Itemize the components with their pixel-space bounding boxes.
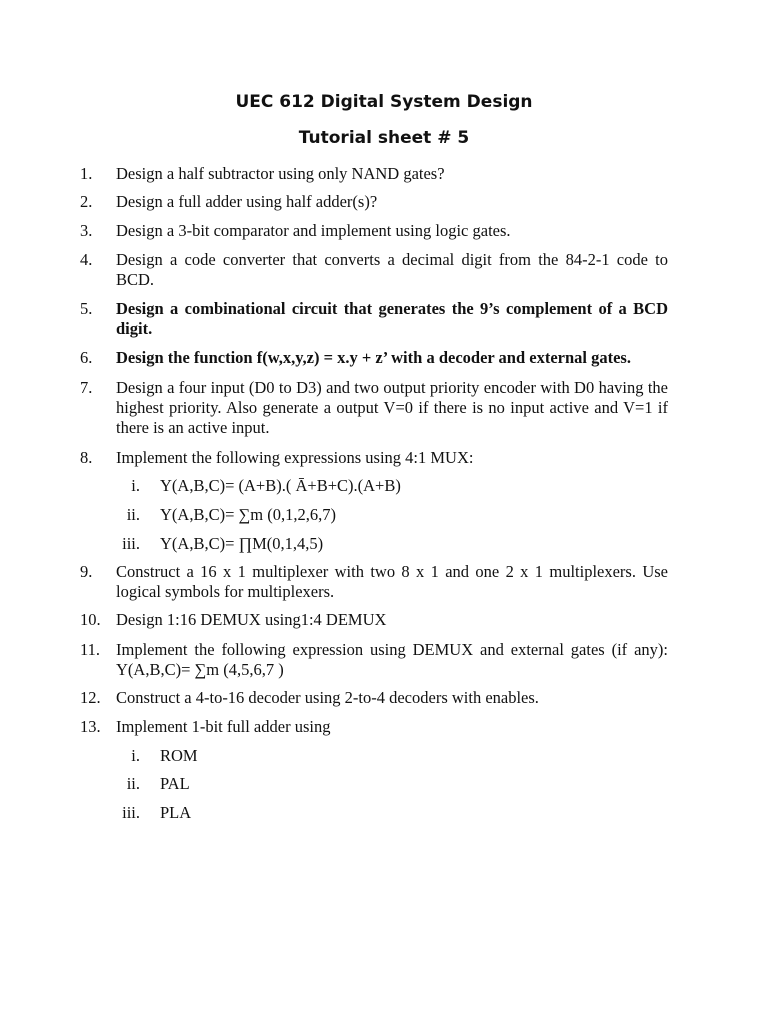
question-number: 11.	[80, 640, 101, 659]
question-number: 13.	[80, 717, 101, 736]
question-number: 4.	[80, 250, 93, 269]
part-text: PLA	[160, 803, 192, 822]
question-number: 2.	[80, 192, 93, 211]
question-text: Design the function f(w,x,y,z) = x.y + z’ with a decoder and external gates.	[116, 348, 631, 367]
question-number: 9.	[80, 562, 93, 581]
part-number: i.	[131, 476, 140, 495]
part-number: ii.	[126, 774, 140, 793]
question-text: Design a combinational circuit that generates the 9’s complement of a BCD digit.	[116, 299, 668, 338]
question-text: Design a four input (D0 to D3) and two output priority encoder with D0 having the highest priority. Also generate a output V=0 if there is no input active and V=1 if there is an active input.	[116, 378, 668, 437]
question-number: 6.	[80, 348, 93, 367]
part-number: iii.	[122, 803, 140, 822]
document-subtitle: Tutorial sheet # 5	[298, 128, 470, 148]
question-text: Implement 1-bit full adder using	[116, 717, 331, 736]
question-number: 3.	[80, 221, 93, 240]
part-number: iii.	[122, 534, 140, 553]
question-text: Design a full adder using half adder(s)?	[116, 192, 378, 211]
part-text: Y(A,B,C)= ∏M(0,1,4,5)	[160, 534, 324, 553]
document-title: UEC 612 Digital System Design	[235, 92, 533, 112]
question-text: Implement the following expression using DEMUX and external gates (if any): Y(A,B,C)= ∑m (4,5,6,7 )	[116, 640, 668, 679]
question-text: Design a code converter that converts a decimal digit from the 84-2-1 code to BCD.	[116, 250, 668, 289]
part-number: i.	[131, 746, 140, 765]
question-text: Design a 3-bit comparator and implement using logic gates.	[116, 221, 511, 240]
question-number: 7.	[80, 378, 93, 397]
part-text: ROM	[160, 746, 198, 765]
question-text: Construct a 4-to-16 decoder using 2-to-4 decoders with enables.	[116, 688, 539, 707]
part-text: Y(A,B,C)= (A+B).( Ā+B+C).(A+B)	[160, 476, 401, 495]
part-number: ii.	[126, 505, 140, 524]
question-number: 10.	[80, 610, 101, 629]
question-number: 8.	[80, 448, 93, 467]
part-text: PAL	[160, 774, 190, 793]
question-text: Design 1:16 DEMUX using1:4 DEMUX	[116, 610, 387, 629]
question-number: 1.	[80, 164, 93, 183]
question-number: 12.	[80, 688, 101, 707]
question-text: Construct a 16 x 1 multiplexer with two 8 x 1 and one 2 x 1 multiplexers. Use logical symbols for multiplexers.	[116, 562, 668, 601]
part-text: Y(A,B,C)= ∑m (0,1,2,6,7)	[160, 505, 336, 524]
question-text: Implement the following expressions using 4:1 MUX:	[116, 448, 474, 467]
question-number: 5.	[80, 299, 93, 318]
question-text: Design a half subtractor using only NAND gates?	[116, 164, 445, 183]
